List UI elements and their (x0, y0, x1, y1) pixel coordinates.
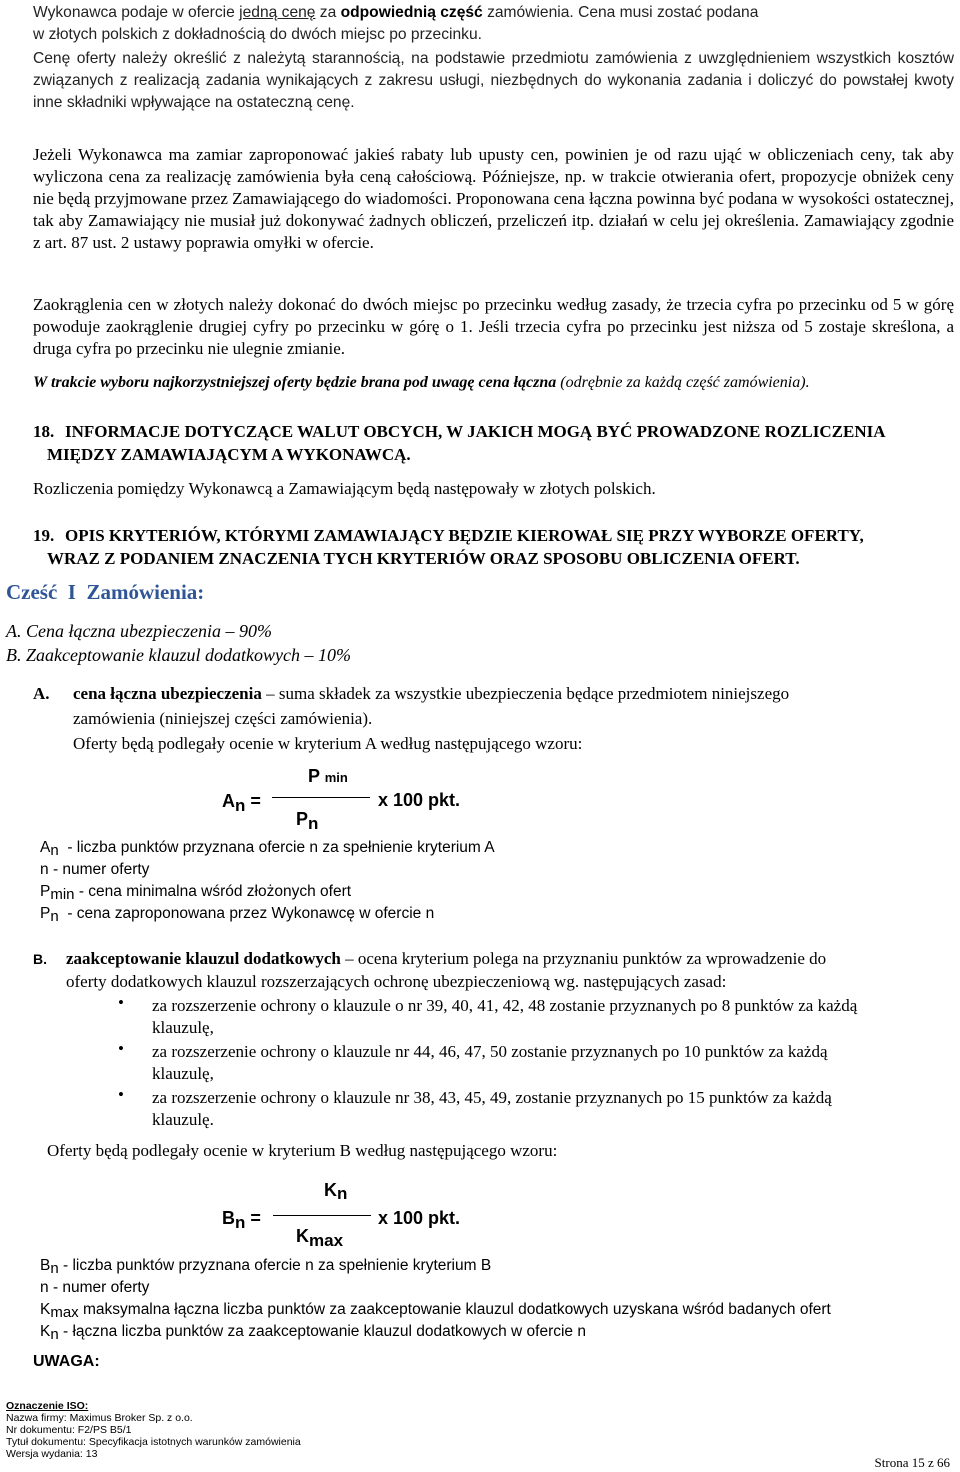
section-19-heading: 19. OPIS KRYTERIÓW, KTÓRYMI ZAMAWIAJĄCY BĘDZIE KIEROWAŁ SIĘ PRZY WYBORZE OFERTY, WRAZ Z PODANIEM ZNACZENIA TYCH KRYTERIÓW ORAZ SPOSOBU OBLICZENIA OFERT. (33, 526, 864, 568)
formula-a-numerator: P min (308, 766, 348, 786)
criterion-a-title: A. cena łączna ubezpieczenia – suma składek za wszystkie ubezpieczenia będące przedmiotem niniejszego (33, 684, 790, 703)
formula-a-denominator: Pn (296, 809, 319, 833)
legend-a-item: Pn - cena zaproponowana przez Wykonawcę w ofercie n (40, 905, 435, 925)
section-18-body: Rozliczenia pomiędzy Wykonawcą a Zamawiającym będą następowały w złotych polskich. (33, 479, 656, 498)
footer-iso-label: Oznaczenie ISO: (6, 1400, 89, 1412)
formula-a-fraction-bar (272, 797, 370, 798)
legend-a-item: An - liczba punktów przyznana ofercie n za spełnienie kryterium A (40, 839, 495, 859)
legend-b-item: n - numer oferty (40, 1279, 150, 1296)
footer-firm: Nazwa firmy: Maximus Broker Sp. z o.o. (6, 1412, 193, 1424)
list-item-cont: klauzulę, (152, 1018, 214, 1037)
formula-b-fraction-bar (273, 1215, 371, 1216)
underlined-phrase: jedną cenę (239, 4, 316, 21)
list-item: za rozszerzenie ochrony o klauzule o nr 39, 40, 41, 42, 48 zostanie przyznanych po 8 punktów za każdą (152, 996, 858, 1015)
paragraph-discounts: Jeżeli Wykonawca ma zamiar zaproponować jakieś rabaty lub upusty cen, powinien je od razu ująć w obliczeniach ceny, tak aby wyliczona cena za realizację zamówienia była ceną całościową. Późniejsze, np. w trakcie otwierania ofert, propozycje obniżek ceny nie będą przyjmowane przez Zamawiającego do wiadomości. Proponowana cena łączna powinna być podana w wysokości ostatecznej, tak aby Zamawiający nie musiał już dokonywać żadnych obliczeń, przeliczeń itp. działań w celu jej określenia. Zamawiający zgodnie z art. 87 ust. 2 ustawy poprawia omyłki w ofercie. (33, 145, 954, 252)
legend-a-item: Pmin - cena minimalna wśród złożonych ofert (40, 883, 352, 903)
footer-doc-title: Tytuł dokumentu: Specyfikacja istotnych warunków zamówienia (6, 1436, 301, 1448)
criterion-b-weight: B. Zaakceptowanie klauzul dodatkowych – 10% (6, 645, 351, 665)
formula-b-lhs: Bn = (222, 1208, 261, 1232)
intro-line-1: Wykonawca podaje w ofercie jedną cenę za odpowiednią część zamówienia. Cena musi zostać podana (33, 4, 759, 21)
paragraph-total-price-note: W trakcie wyboru najkorzystniejszej oferty będzie brana pod uwagę cena łączna (odrębnie za każdą część zamówienia). (33, 374, 810, 391)
formula-b-denominator: Kmax (296, 1226, 344, 1250)
footer-version: Wersja wydania: 13 (6, 1448, 98, 1460)
section-number: 18. (33, 422, 55, 441)
criterion-b-line-3: Oferty będą podlegały ocenie w kryterium B według następującego wzoru: (47, 1141, 558, 1160)
legend-b-item: Bn - liczba punktów przyznana ofercie n za spełnienie kryterium B (40, 1257, 492, 1277)
legend-a-item: n - numer oferty (40, 861, 150, 878)
bold-phrase: odpowiednią część (340, 4, 483, 21)
paragraph-rounding: Zaokrąglenia cen w złotych należy dokonać do dwóch miejsc po przecinku według zasady, że trzecia cyfra po przecinku od 5 w górę powoduje zaokrąglenie drugiej cyfry po przecinku w górę o 1. Jeśli trzecia cyfra po przecinku jest niższa od 5 zostaje skreślona, a druga cyfra po przecinku nie ulegnie zmianie. (33, 295, 954, 358)
legend-b-item: Kn - łączna liczba punktów za zaakceptowanie klauzul dodatkowych w ofercie n (40, 1323, 586, 1343)
bullet-icon: • (118, 1039, 124, 1058)
bullet-icon: • (118, 993, 124, 1012)
criterion-b-line-2: oferty dodatkowych klauzul rozszerzających ochronę ubezpieczeniową wg. następujących zasad: (66, 972, 727, 991)
uwaga-label: UWAGA: (33, 1353, 100, 1370)
criterion-letter: A. (33, 684, 50, 703)
intro-line-2: w złotych polskich z dokładnością do dwóch miejsc po przecinku. (33, 26, 482, 43)
paragraph-price-determination: Cenę oferty należy określić z należytą starannością, na podstawie przedmiotu zamówienia z uwzględnieniem wszystkich kosztów związanych z realizacją zadania wynikających z zakresu usługi, niezbędnych do wykonania zadania i doliczyć do powstałej kwoty inne składniki wpływające na ostateczną cenę. (33, 50, 954, 111)
criterion-a-line-3: Oferty będą podlegały ocenie w kryterium A według następującego wzoru: (73, 734, 583, 753)
list-item-cont: klauzulę. (152, 1110, 214, 1129)
list-item: za rozszerzenie ochrony o klauzule nr 44, 46, 47, 50 zostanie przyznanych po 10 punktów za każdą (152, 1042, 828, 1061)
bullet-icon: • (118, 1085, 124, 1104)
legend-b-item: Kmax maksymalna łączna liczba punktów za zaakceptowanie klauzul dodatkowych uzyskana wśród badanych ofert (40, 1301, 831, 1321)
criterion-a-weight: A. Cena łączna ubezpieczenia – 90% (6, 621, 272, 641)
page-number: Strona 15 z 66 (874, 1455, 950, 1470)
formula-b-numerator: Kn (324, 1180, 348, 1203)
criterion-a-line-2: zamówienia (niniejszej części zamówienia). (73, 709, 373, 728)
list-item: za rozszerzenie ochrony o klauzule nr 38, 43, 45, 49, zostanie przyznanych po 15 punktów za każdą (152, 1088, 832, 1107)
formula-a-rhs: x 100 pkt. (378, 790, 461, 810)
formula-b-rhs: x 100 pkt. (378, 1208, 461, 1228)
list-item-cont: klauzulę, (152, 1064, 214, 1083)
footer-doc-number: Nr dokumentu: F2/PS B5/1 (6, 1424, 132, 1436)
section-18-heading: 18. INFORMACJE DOTYCZĄCE WALUT OBCYCH, W JAKICH MOGĄ BYĆ PROWADZONE ROZLICZENIA MIĘDZY ZAMAWIAJĄCYM A WYKONAWCĄ. (33, 422, 886, 464)
part-title: Cześć I Zamówienia: (6, 580, 205, 604)
section-number: 19. (33, 526, 55, 545)
formula-a-lhs: An = (222, 791, 261, 815)
criterion-b-title: B. zaakceptowanie klauzul dodatkowych – ocena kryterium polega na przyznaniu punktów za wprowadzenie do (33, 949, 827, 968)
criterion-letter: B. (33, 951, 47, 967)
